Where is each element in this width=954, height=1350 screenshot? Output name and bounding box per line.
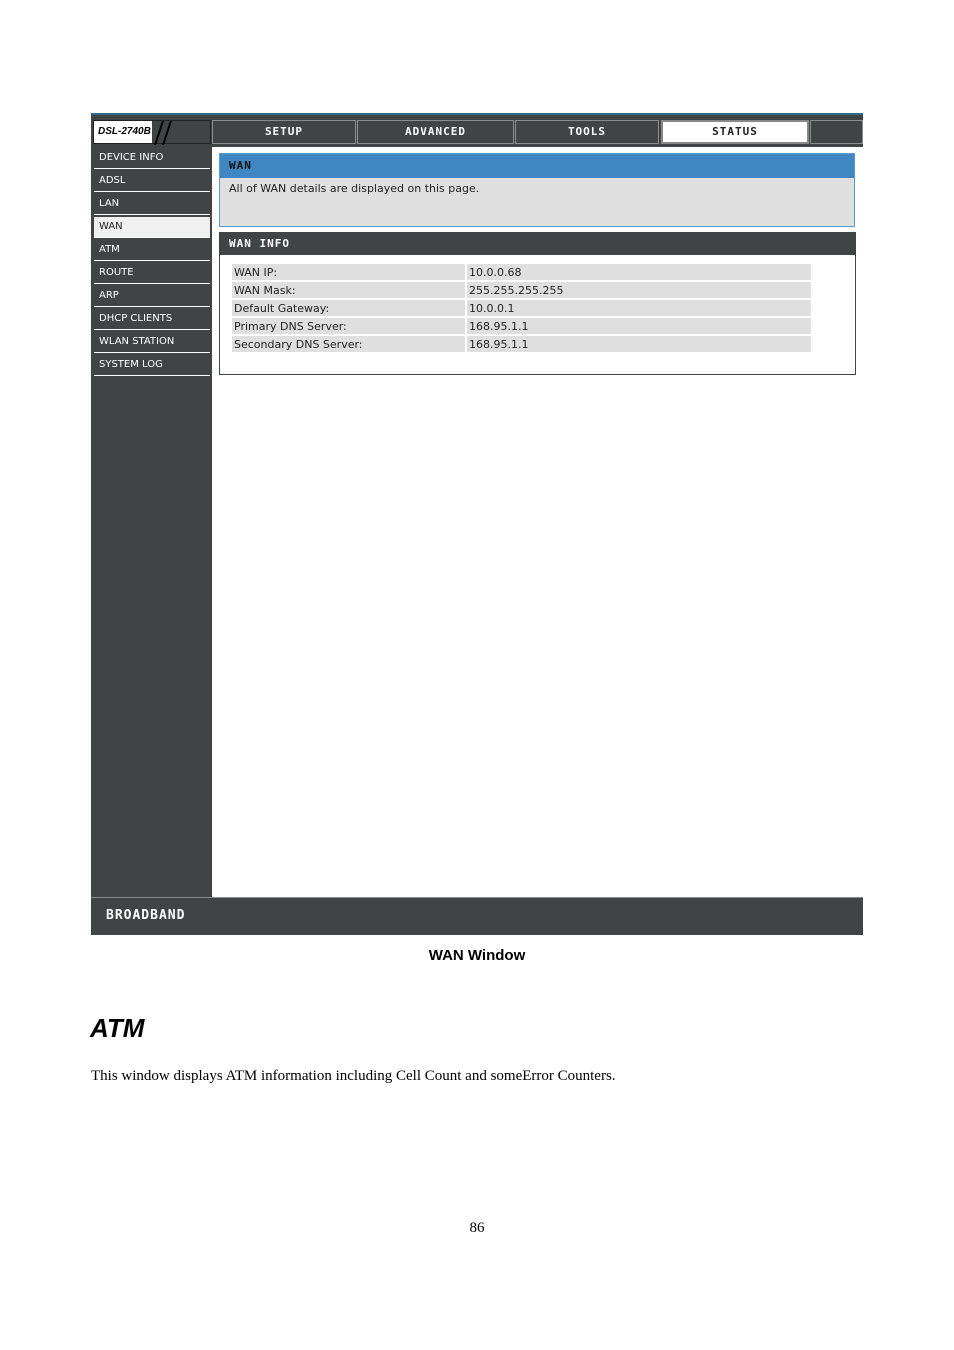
row-label: Default Gateway:: [232, 300, 465, 316]
figure-caption: WAN Window: [428, 947, 526, 964]
main-content: [212, 147, 863, 897]
footer-brand: BROADBAND: [106, 908, 186, 923]
router-web-ui: [91, 113, 863, 932]
wan-panel-description: All of WAN details are displayed on this page.: [229, 182, 480, 195]
tab-advanced[interactable]: ADVANCED: [357, 120, 514, 144]
page-number: 86: [469, 1220, 485, 1236]
row-value: 168.95.1.1: [467, 318, 811, 334]
sidebar-item-atm[interactable]: ATM: [94, 240, 210, 261]
wan-info-panel: [219, 232, 856, 375]
sidebar-item-lan[interactable]: LAN: [94, 194, 210, 215]
tab-setup[interactable]: SETUP: [212, 120, 356, 144]
row-value: 168.95.1.1: [467, 336, 811, 352]
sidebar: [91, 147, 211, 897]
tab-blank: [810, 120, 863, 144]
row-label: WAN Mask:: [232, 282, 465, 298]
row-label: Secondary DNS Server:: [232, 336, 465, 352]
wan-panel: [219, 153, 855, 227]
wan-panel-title: WAN: [220, 154, 854, 178]
sidebar-item-device-info[interactable]: DEVICE INFO: [94, 148, 210, 169]
tab-tools[interactable]: TOOLS: [515, 120, 659, 144]
table-row: [232, 282, 811, 298]
sidebar-item-route[interactable]: ROUTE: [94, 263, 210, 284]
sidebar-item-dhcp-clients[interactable]: DHCP CLIENTS: [94, 309, 210, 330]
row-value: 10.0.0.68: [467, 264, 811, 280]
section-title: ATM: [90, 1013, 145, 1043]
row-label: WAN IP:: [232, 264, 465, 280]
table-row: [232, 264, 811, 280]
product-model: DSL-2740B: [98, 126, 151, 137]
sidebar-item-arp[interactable]: ARP: [94, 286, 210, 307]
body-paragraph: This window displays ATM information including Cell Count and someError Counters.: [91, 1068, 616, 1084]
sidebar-item-wlan-station[interactable]: WLAN STATION: [94, 332, 210, 353]
sidebar-item-adsl[interactable]: ADSL: [94, 171, 210, 192]
table-row: [232, 318, 811, 334]
sidebar-item-wan[interactable]: WAN: [94, 217, 210, 238]
wan-info-table: [230, 262, 813, 354]
row-value: 255.255.255.255: [467, 282, 811, 298]
table-row: [232, 300, 811, 316]
tab-status[interactable]: STATUS: [661, 120, 809, 144]
table-row: [232, 336, 811, 352]
wan-info-title: WAN INFO: [220, 233, 855, 255]
sidebar-item-system-log[interactable]: SYSTEM LOG: [94, 355, 210, 376]
product-logo: [93, 120, 211, 144]
row-value: 10.0.0.1: [467, 300, 811, 316]
footer-bar: [91, 897, 863, 935]
row-label: Primary DNS Server:: [232, 318, 465, 334]
top-nav-bar: [91, 117, 863, 147]
